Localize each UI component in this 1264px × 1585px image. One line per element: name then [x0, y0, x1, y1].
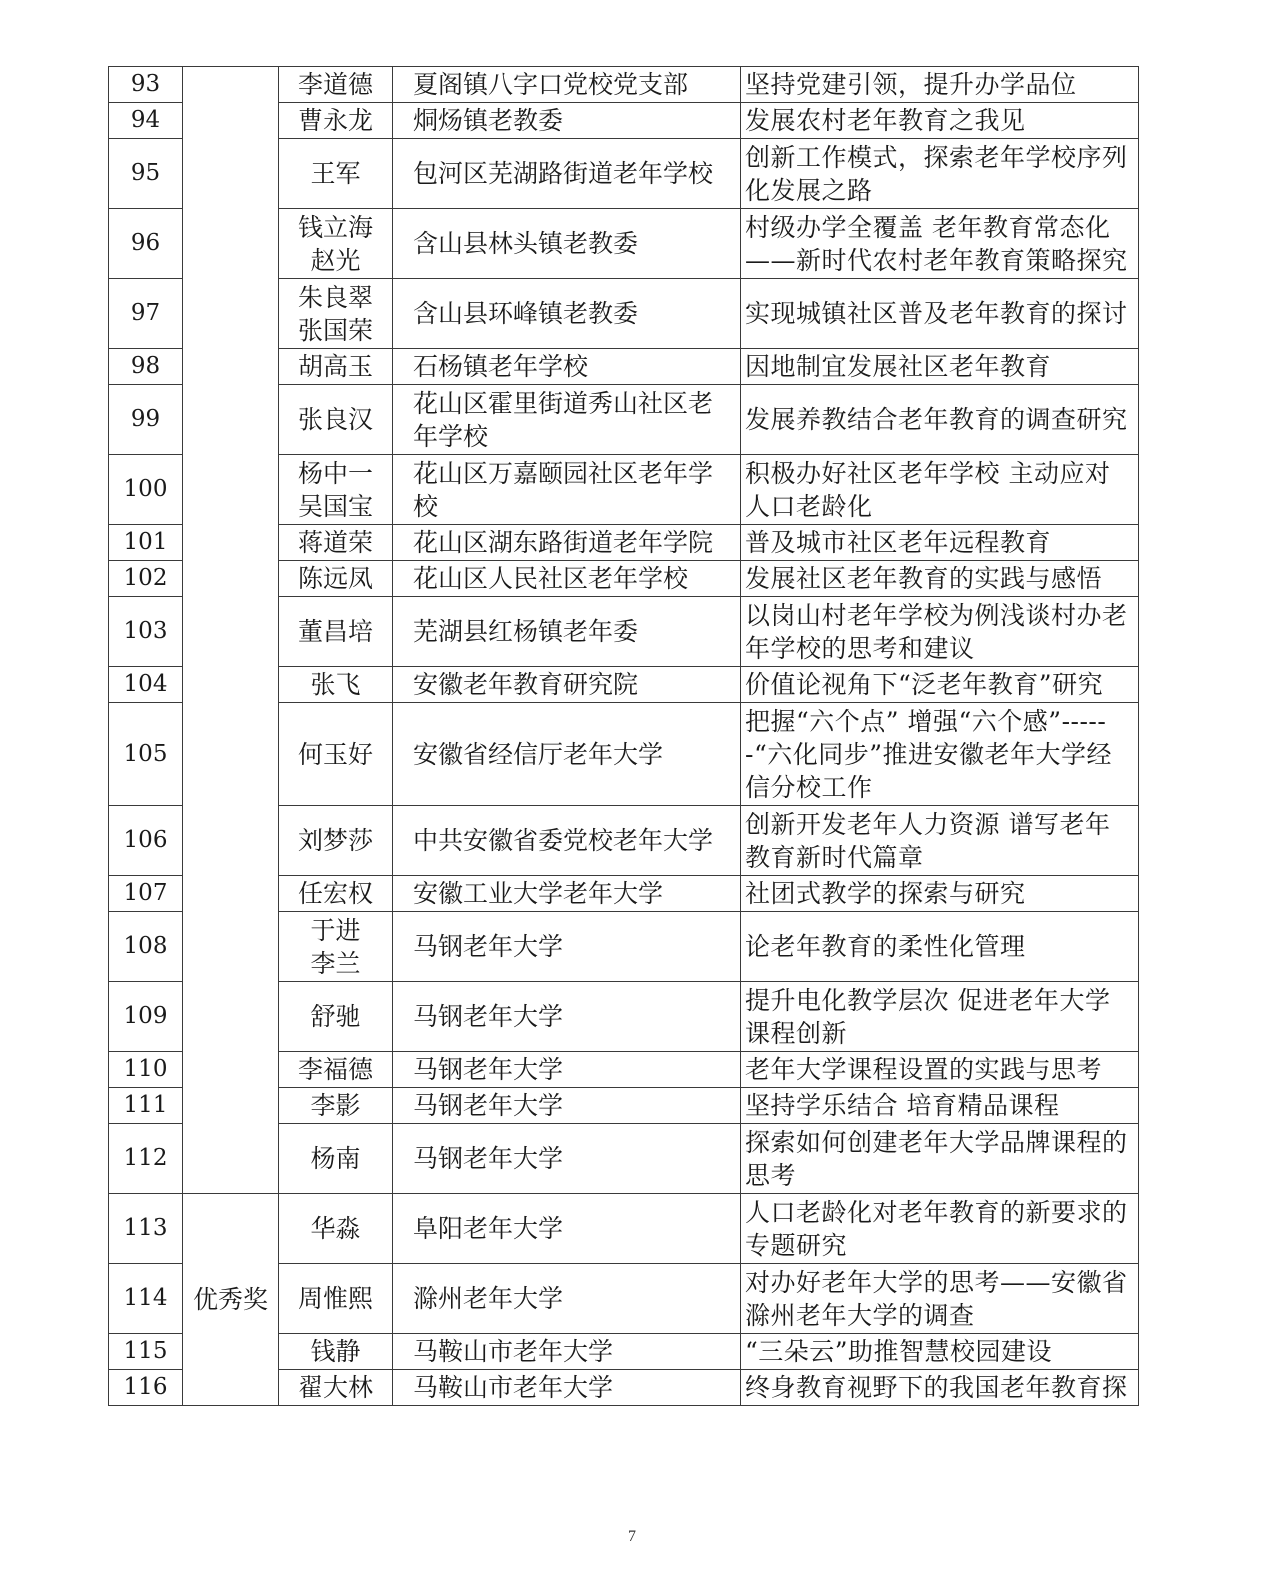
row-number: 115 [109, 1334, 183, 1370]
organization: 安徽省经信厅老年大学 [393, 703, 741, 806]
author-name: 赵光 [310, 245, 361, 275]
author-names [279, 806, 393, 876]
author-names [279, 455, 393, 525]
author-names [279, 279, 393, 349]
paper-title: 创新开发老年人力资源 谱写老年教育新时代篇章 [741, 806, 1139, 876]
author-name: 蒋道荣 [297, 528, 373, 557]
paper-title: 老年大学课程设置的实践与思考 [741, 1052, 1139, 1088]
organization: 花山区人民社区老年学校 [393, 561, 741, 597]
page-number: 7 [628, 1528, 636, 1545]
author-names [279, 385, 393, 455]
row-number: 95 [109, 139, 183, 209]
author-name: 任宏权 [297, 879, 373, 908]
author-name: 陈远凤 [297, 564, 373, 593]
author-names [279, 67, 393, 103]
organization: 马钢老年大学 [393, 1052, 741, 1088]
organization: 石杨镇老年学校 [393, 349, 741, 385]
paper-title: 发展农村老年教育之我见 [741, 103, 1139, 139]
author-name: 刘梦莎 [297, 826, 373, 855]
author-name: 李影 [310, 1091, 361, 1120]
paper-title: 发展社区老年教育的实践与感悟 [741, 561, 1139, 597]
row-number: 111 [109, 1088, 183, 1124]
row-number: 116 [109, 1370, 183, 1406]
organization: 含山县环峰镇老教委 [393, 279, 741, 349]
author-name: 董昌培 [297, 617, 373, 646]
paper-title: 对办好老年大学的思考——安徽省滁州老年大学的调查 [741, 1264, 1139, 1334]
author-name: 华淼 [310, 1214, 361, 1243]
author-name: 张飞 [310, 670, 361, 699]
table-row [109, 67, 1139, 103]
author-names [279, 139, 393, 209]
row-number: 94 [109, 103, 183, 139]
paper-title: 价值论视角下“泛老年教育”研究 [741, 667, 1139, 703]
author-name: 舒驰 [310, 1002, 361, 1031]
author-names [279, 982, 393, 1052]
paper-title: 把握“六个点” 增强“六个感”------“六化同步”推进安徽老年大学经信分校工作 [741, 703, 1139, 806]
organization: 花山区万嘉颐园社区老年学校 [393, 455, 741, 525]
row-number: 112 [109, 1124, 183, 1194]
author-names [279, 209, 393, 279]
author-name: 钱立海 [297, 212, 373, 242]
organization: 马钢老年大学 [393, 982, 741, 1052]
row-number: 98 [109, 349, 183, 385]
row-number: 114 [109, 1264, 183, 1334]
organization: 阜阳老年大学 [393, 1194, 741, 1264]
author-names [279, 103, 393, 139]
author-names [279, 703, 393, 806]
organization: 安徽工业大学老年大学 [393, 876, 741, 912]
author-name: 翟大林 [297, 1373, 373, 1402]
author-names [279, 912, 393, 982]
author-names [279, 525, 393, 561]
row-number: 106 [109, 806, 183, 876]
author-name: 周惟熙 [297, 1284, 373, 1313]
author-names [279, 1370, 393, 1406]
row-number: 102 [109, 561, 183, 597]
author-name: 曹永龙 [297, 106, 373, 135]
organization: 夏阁镇八字口党校党支部 [393, 67, 741, 103]
organization: 马钢老年大学 [393, 1088, 741, 1124]
author-name: 杨中一 [297, 458, 373, 488]
organization: 滁州老年大学 [393, 1264, 741, 1334]
row-number: 93 [109, 67, 183, 103]
author-names [279, 1052, 393, 1088]
row-number: 105 [109, 703, 183, 806]
paper-title: 社团式教学的探索与研究 [741, 876, 1139, 912]
row-number: 104 [109, 667, 183, 703]
organization: 马钢老年大学 [393, 1124, 741, 1194]
row-number: 110 [109, 1052, 183, 1088]
row-number: 100 [109, 455, 183, 525]
author-names [279, 597, 393, 667]
author-name: 胡高玉 [297, 352, 373, 381]
paper-title: 坚持学乐结合 培育精品课程 [741, 1088, 1139, 1124]
author-name: 钱静 [310, 1337, 361, 1366]
author-names [279, 1124, 393, 1194]
paper-title: 村级办学全覆盖 老年教育常态化——新时代农村老年教育策略探究 [741, 209, 1139, 279]
paper-title: 人口老龄化对老年教育的新要求的专题研究 [741, 1194, 1139, 1264]
paper-title: 创新工作模式，探索老年学校序列化发展之路 [741, 139, 1139, 209]
author-names [279, 561, 393, 597]
row-number: 103 [109, 597, 183, 667]
row-number: 97 [109, 279, 183, 349]
organization: 烔炀镇老教委 [393, 103, 741, 139]
paper-title: 论老年教育的柔性化管理 [741, 912, 1139, 982]
author-name: 王军 [310, 159, 361, 188]
organization: 花山区霍里街道秀山社区老年学校 [393, 385, 741, 455]
author-name: 李福德 [297, 1055, 373, 1084]
award-table [108, 66, 1139, 1406]
author-names [279, 349, 393, 385]
author-names [279, 1264, 393, 1334]
award-group-cell-continued [183, 67, 279, 1194]
author-name: 张良汉 [297, 405, 373, 434]
organization: 马钢老年大学 [393, 912, 741, 982]
author-names [279, 1194, 393, 1264]
row-number: 113 [109, 1194, 183, 1264]
row-number: 96 [109, 209, 183, 279]
organization: 安徽老年教育研究院 [393, 667, 741, 703]
author-name: 李道德 [297, 70, 373, 99]
paper-title: “三朵云”助推智慧校园建设 [741, 1334, 1139, 1370]
author-names [279, 1334, 393, 1370]
organization: 中共安徽省委党校老年大学 [393, 806, 741, 876]
paper-title: 终身教育视野下的我国老年教育探 [741, 1370, 1139, 1406]
author-name: 于进 [310, 915, 361, 945]
paper-title: 因地制宜发展社区老年教育 [741, 349, 1139, 385]
organization: 马鞍山市老年大学 [393, 1334, 741, 1370]
author-name: 朱良翠 [297, 282, 373, 312]
paper-title: 探索如何创建老年大学品牌课程的思考 [741, 1124, 1139, 1194]
paper-title: 发展养教结合老年教育的调查研究 [741, 385, 1139, 455]
author-name: 张国荣 [297, 315, 373, 345]
author-names [279, 1088, 393, 1124]
table-row [109, 1194, 1139, 1264]
row-number: 99 [109, 385, 183, 455]
author-name: 何玉好 [297, 739, 373, 769]
paper-title: 以岗山村老年学校为例浅谈村办老年学校的思考和建议 [741, 597, 1139, 667]
paper-title: 普及城市社区老年远程教育 [741, 525, 1139, 561]
organization: 包河区芜湖路街道老年学校 [393, 139, 741, 209]
paper-title: 坚持党建引领，提升办学品位 [741, 67, 1139, 103]
organization: 含山县林头镇老教委 [393, 209, 741, 279]
author-name: 杨南 [310, 1144, 361, 1173]
award-group-label: 优秀奖 [183, 1194, 279, 1406]
author-names [279, 667, 393, 703]
row-number: 101 [109, 525, 183, 561]
paper-title: 积极办好社区老年学校 主动应对人口老龄化 [741, 455, 1139, 525]
organization: 花山区湖东路街道老年学院 [393, 525, 741, 561]
organization: 马鞍山市老年大学 [393, 1370, 741, 1406]
row-number: 109 [109, 982, 183, 1052]
author-name: 吴国宝 [297, 491, 373, 521]
author-name: 李兰 [310, 948, 361, 978]
row-number: 107 [109, 876, 183, 912]
paper-title: 实现城镇社区普及老年教育的探讨 [741, 279, 1139, 349]
author-names [279, 876, 393, 912]
row-number: 108 [109, 912, 183, 982]
organization: 芜湖县红杨镇老年委 [393, 597, 741, 667]
paper-title: 提升电化教学层次 促进老年大学课程创新 [741, 982, 1139, 1052]
award-table-body [109, 67, 1139, 1406]
